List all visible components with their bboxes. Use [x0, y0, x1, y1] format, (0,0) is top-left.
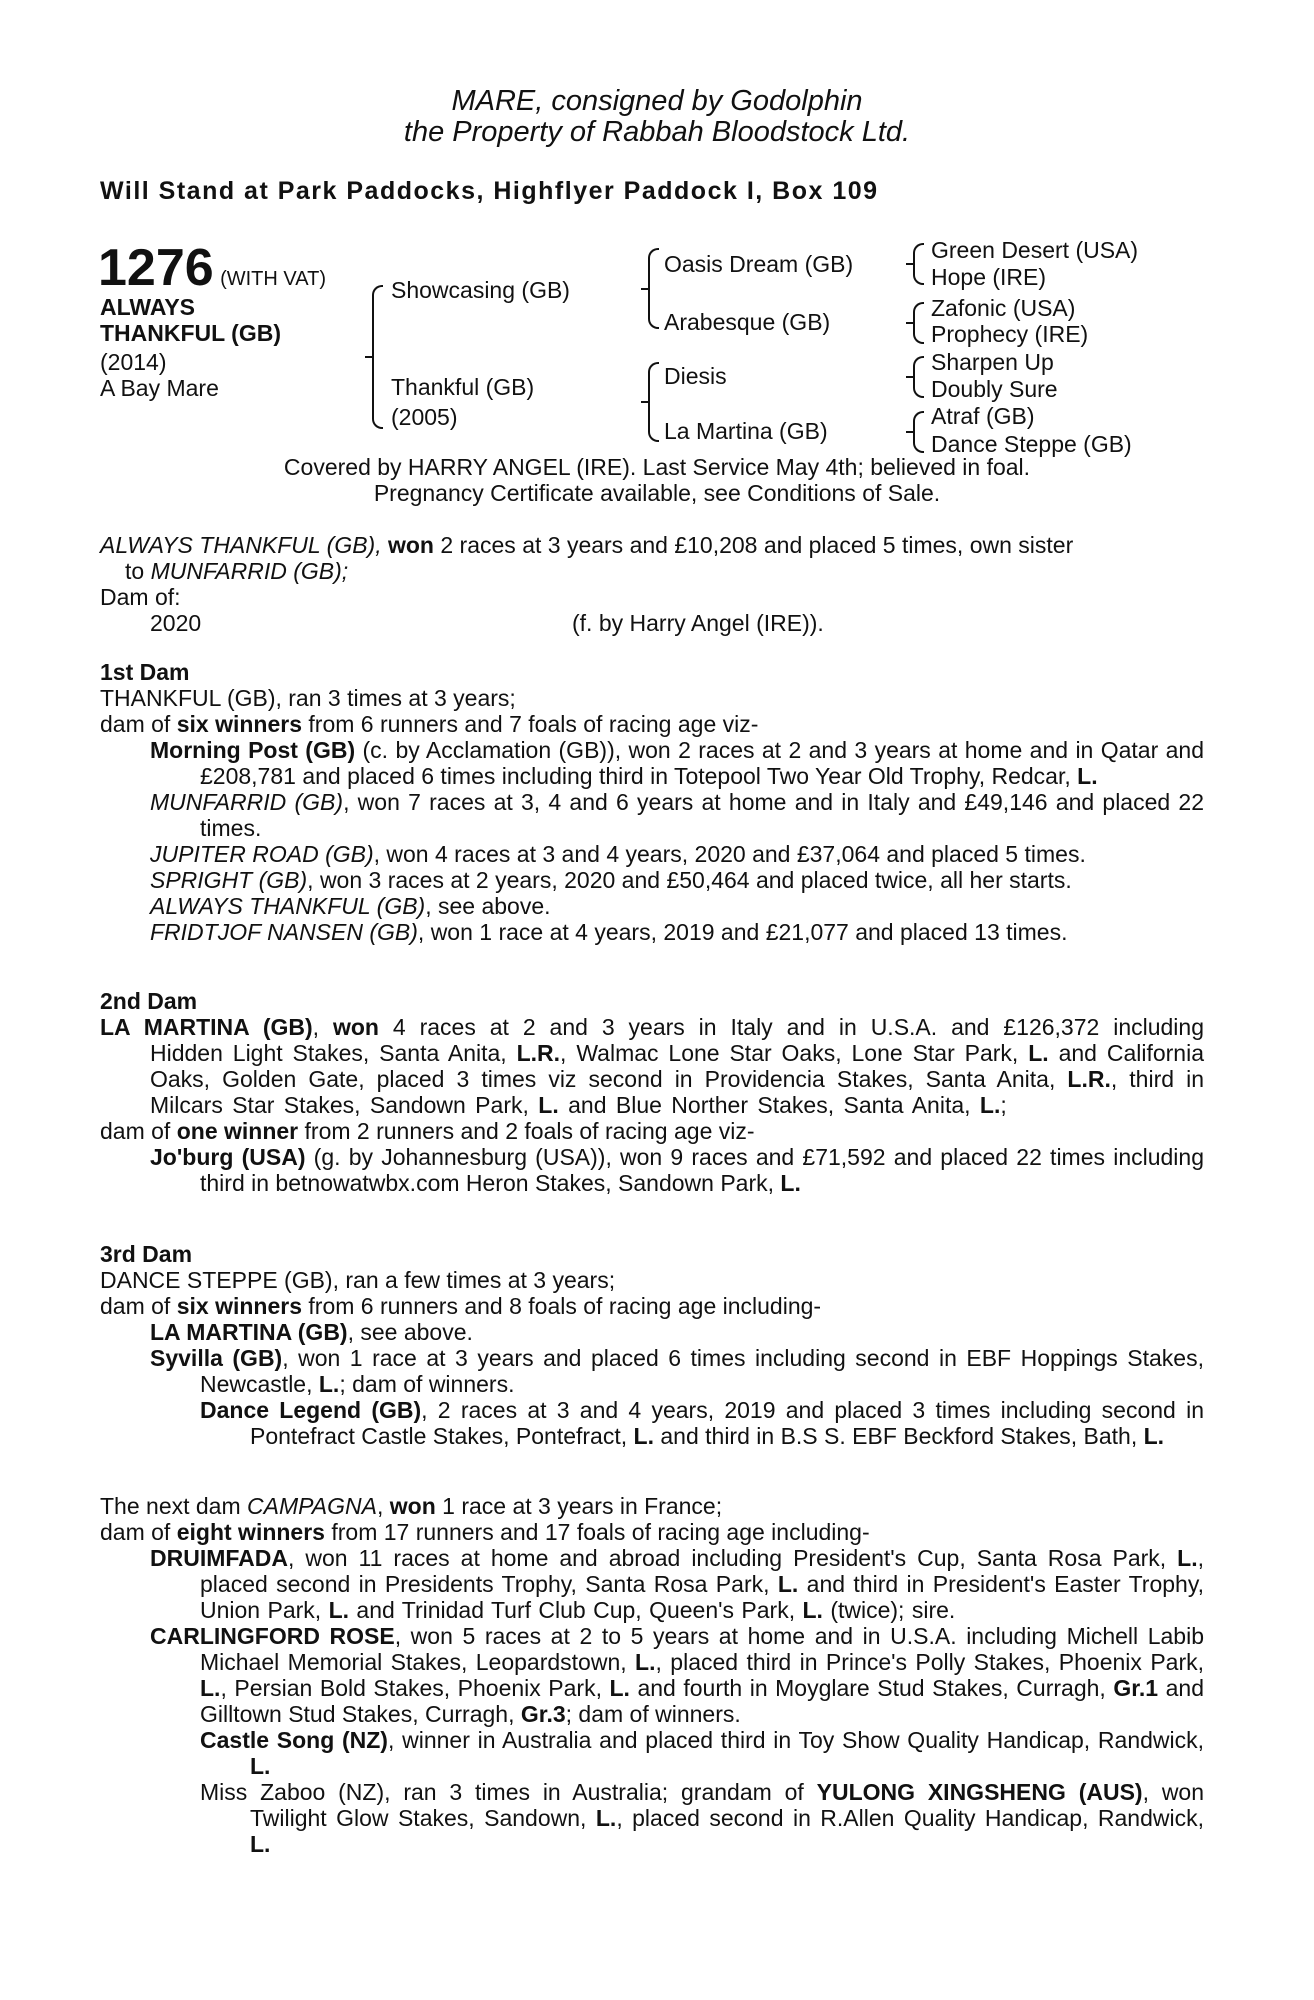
won-label: won — [389, 1493, 436, 1519]
produce-jupiter-road — [100, 841, 1204, 867]
produce-text: (g. by Johannesburg (USA)), won 9 races and £71,592 and placed 22 times including third in betnowatwbx.com Heron Stakes, Sandown Park, — [200, 1144, 1204, 1196]
pedigree-brace-dam — [648, 362, 659, 442]
produce-munfarrid — [100, 789, 1204, 841]
produce-text: , won 1 race at 4 years, 2019 and £21,077 and placed 13 times. — [417, 919, 1068, 945]
produce-always-thankful — [100, 893, 1204, 919]
horse-name: Morning Post (GB) — [150, 737, 356, 763]
listed-mark: L. — [1028, 1040, 1049, 1066]
text: dam of — [100, 1293, 177, 1319]
produce-text: , won 11 races at home and abroad including President's Cup, Santa Rosa Park, — [288, 1545, 1178, 1571]
listed-mark: L. — [1143, 1423, 1165, 1449]
horse-name: Syvilla (GB) — [150, 1345, 283, 1371]
horse-name: FRIDTJOF NANSEN (GB) — [150, 919, 418, 945]
listed-mark: L. — [979, 1092, 1001, 1118]
text: ; — [1000, 1092, 1007, 1118]
produce-fridtjof-nansen — [100, 919, 1204, 945]
text: dam of — [100, 1519, 177, 1545]
horse-name: LA MARTINA (GB) — [150, 1319, 348, 1345]
winners-count: eight winners — [176, 1519, 325, 1545]
second-dam-record — [100, 1014, 1204, 1118]
dam-sire: Diesis — [664, 363, 727, 389]
horse-name: ALWAYS THANKFUL (GB) — [150, 893, 426, 919]
horse-name-line2: THANKFUL (GB) — [100, 320, 281, 346]
listed-mark: L. — [780, 1170, 801, 1196]
produce-text: , won 1 race at 3 years and placed 6 times including second in EBF Hoppings Stakes, Newcastle, — [200, 1345, 1204, 1397]
listed-mark: L.R. — [1067, 1066, 1111, 1092]
listed-mark: L. — [802, 1597, 823, 1623]
produce-text: Miss Zaboo (NZ), ran 3 times in Australia; grandam of — [200, 1779, 817, 1805]
produce-text: (twice); sire. — [822, 1597, 956, 1623]
horse-name: SPRIGHT (GB) — [150, 867, 308, 893]
text: dam of — [100, 1118, 177, 1144]
text: and California Oaks, Golden Gate, placed 3 times viz second in Providencia Stakes, Santa Anita, — [150, 1040, 1204, 1092]
text: 1 race at 3 years in France; — [435, 1493, 723, 1519]
gg-prophecy: Prophecy (IRE) — [931, 321, 1089, 347]
produce-text: , won Twilight Glow Stakes, Sandown, — [250, 1779, 1205, 1831]
listed-mark: L. — [633, 1423, 654, 1449]
second-dam-section — [100, 988, 1204, 1196]
third-dam-section — [100, 1241, 1204, 1449]
gg-doubly-sure: Doubly Sure — [931, 376, 1058, 402]
listed-mark: L.R. — [516, 1040, 561, 1066]
text: 4 races at 2 and 3 years in Italy and in U.S.A. and £126,372 including Hidden Light Stakes, Santa Anita, — [150, 1014, 1204, 1066]
listed-mark: L. — [328, 1597, 350, 1623]
covered-line: Covered by HARRY ANGEL (IRE). Last Service May 4th; believed in foal. — [283, 454, 1031, 480]
produce-joburg — [100, 1144, 1204, 1196]
produce-druimfada — [100, 1545, 1204, 1623]
third-dam-heading: 3rd Dam — [100, 1241, 193, 1267]
property-line: the Property of Rabbah Bloodstock Ltd. — [403, 116, 911, 148]
won-label: won — [332, 1014, 379, 1040]
produce-text: ; dam of winners. — [339, 1371, 515, 1397]
text: , — [312, 1014, 333, 1040]
pedigree-brace-gg2 — [913, 302, 924, 344]
horse-name: CAMPAGNA — [247, 1493, 377, 1519]
listed-mark: L. — [609, 1675, 630, 1701]
horse-name-line1: ALWAYS — [100, 294, 196, 320]
text: from 6 runners and 8 foals of racing age including- — [302, 1293, 822, 1319]
horse-name: Castle Song (NZ) — [200, 1727, 388, 1753]
pedigree-brace-gg1 — [913, 243, 924, 285]
horse-name: LA MARTINA (GB) — [100, 1014, 313, 1040]
listed-mark: L. — [635, 1649, 656, 1675]
sire-sire: Oasis Dream (GB) — [664, 251, 854, 277]
first-dam-text: from 6 runners and 7 foals of racing age viz- — [302, 711, 759, 737]
listed-mark: L. — [777, 1571, 799, 1597]
text: from 2 runners and 2 foals of racing age viz- — [298, 1118, 755, 1144]
listed-mark: L. — [1177, 1545, 1198, 1571]
produce-text: and Trinidad Turf Club Cup, Queen's Park, — [349, 1597, 803, 1623]
listed-mark: L. — [595, 1805, 617, 1831]
produce-castle-song — [100, 1727, 1204, 1779]
gg-hope: Hope (IRE) — [931, 264, 1047, 290]
gg-zafonic: Zafonic (USA) — [931, 295, 1076, 321]
produce-text: , placed second in Presidents Trophy, Santa Rosa Park, — [200, 1545, 1204, 1597]
listed-mark: L. — [200, 1675, 221, 1701]
produce-text: , 2 races at 3 and 4 years, 2019 and placed 3 times including second in Pontefract Castle Stakes, Pontefract, — [250, 1397, 1204, 1449]
produce-text: , won 5 races at 2 to 5 years at home and in U.S.A. including Michell Labib Michael Memorial Stakes, Leopardstown, — [200, 1623, 1205, 1675]
group-mark: Gr.1 — [1113, 1675, 1159, 1701]
first-dam-winners: six winners — [176, 711, 302, 737]
produce-miss-zaboo — [100, 1779, 1204, 1857]
horse-name: Jo'burg (USA) — [150, 1144, 306, 1170]
consignor-line: MARE, consigned by Godolphin — [451, 85, 863, 117]
stand-location: Will Stand at Park Paddocks, Highflyer Paddock I, Box 109 — [100, 177, 879, 205]
sire-dam: Arabesque (GB) — [664, 309, 831, 335]
pedigree-brace-gg4 — [913, 411, 924, 453]
produce-text: , placed third in Prince's Polly Stakes, Phoenix Park, — [655, 1649, 1204, 1675]
next-dam-section — [100, 1493, 1204, 1857]
text: , third in Milcars Star Stakes, Sandown Park, — [150, 1066, 1204, 1118]
horse-name: CARLINGFORD ROSE — [150, 1623, 395, 1649]
produce-text: and Gilltown Stud Stakes, Curragh, — [200, 1675, 1204, 1727]
horse-description: A Bay Mare — [100, 375, 219, 401]
gg-sharpen-up: Sharpen Up — [931, 349, 1054, 375]
vat-label: (WITH VAT) — [220, 268, 326, 290]
produce-morning-post — [100, 737, 1204, 789]
first-dam-text: dam of — [100, 711, 177, 737]
produce-text: and third in B.S S. EBF Beckford Stakes, Bath, — [653, 1423, 1144, 1449]
second-dam-heading: 2nd Dam — [100, 988, 198, 1014]
produce-text: , won 3 races at 2 years, 2020 and £50,464 and placed twice, all her starts. — [307, 867, 1072, 893]
horse-name: MUNFARRID (GB) — [150, 789, 344, 815]
produce-text: , placed second in R.Allen Quality Handicap, Randwick, — [616, 1805, 1204, 1831]
gg-green-desert: Green Desert (USA) — [931, 237, 1139, 263]
gg-atraf: Atraf (GB) — [931, 403, 1035, 429]
produce-text: and third in President's Easter Trophy, Union Park, — [200, 1571, 1205, 1623]
produce-text: , see above. — [347, 1319, 473, 1345]
pregnancy-line: Pregnancy Certificate available, see Conditions of Sale. — [373, 480, 941, 506]
listed-mark: L. — [250, 1831, 271, 1857]
text: , Walmac Lone Star Oaks, Lone Star Park, — [560, 1040, 1029, 1066]
produce-text: and fourth in Moyglare Stud Stakes, Curragh, — [629, 1675, 1114, 1701]
lot-number-row — [98, 240, 326, 297]
listed-mark: L. — [250, 1753, 271, 1779]
summary-foal-year: 2020 — [150, 610, 202, 636]
dam-dam: La Martina (GB) — [664, 418, 828, 444]
sire-name: Showcasing (GB) — [391, 277, 570, 303]
produce-syvilla — [100, 1345, 1204, 1397]
text: The next dam — [100, 1493, 248, 1519]
produce-spright — [100, 867, 1204, 893]
summary-to: to — [125, 558, 151, 584]
text: and Blue Norther Stakes, Santa Anita, — [558, 1092, 980, 1118]
produce-text: , winner in Australia and placed third in Toy Show Quality Handicap, Randwick, — [387, 1727, 1205, 1753]
summary-damof: Dam of: — [100, 584, 181, 610]
group-mark: Gr.3 — [520, 1701, 566, 1727]
listed-mark: L. — [1077, 763, 1098, 789]
summary-won: won — [387, 532, 434, 558]
dam-year: (2005) — [391, 404, 458, 430]
first-dam-section — [100, 659, 1204, 945]
text: , — [376, 1493, 390, 1519]
produce-text: , won 4 races at 3 and 4 years, 2020 and £37,064 and placed 5 times. — [373, 841, 1086, 867]
summary-text1: 2 races at 3 years and £10,208 and placed 5 times, own sister — [433, 532, 1074, 558]
summary-section — [100, 532, 1204, 636]
gg-dance-steppe: Dance Steppe (GB) — [931, 431, 1132, 457]
horse-name: DRUIMFADA — [150, 1545, 288, 1571]
winners-count: one winner — [176, 1118, 299, 1144]
produce-text: , see above. — [425, 893, 551, 919]
summary-sister: MUNFARRID (GB); — [150, 558, 349, 584]
third-dam-line: DANCE STEPPE (GB), ran a few times at 3 years; — [100, 1267, 616, 1293]
winners-count: six winners — [176, 1293, 302, 1319]
lot-number: 1276 — [98, 239, 214, 297]
horse-year: (2014) — [100, 349, 167, 375]
text: from 17 runners and 17 foals of racing age including- — [324, 1519, 870, 1545]
pedigree-brace-gg3 — [913, 356, 924, 398]
summary-foal: (f. by Harry Angel (IRE)). — [572, 610, 824, 636]
first-dam-line: THANKFUL (GB), ran 3 times at 3 years; — [100, 685, 516, 711]
horse-name: YULONG XINGSHENG (AUS) — [816, 1779, 1143, 1805]
first-dam-heading: 1st Dam — [100, 659, 190, 685]
produce-text: (c. by Acclamation (GB)), won 2 races at 2 and 3 years at home and in Qatar and £208,781 and placed 6 times including third in Totepool Two Year Old Trophy, Redcar, — [200, 737, 1205, 789]
pedigree-brace-sire — [648, 248, 659, 329]
dam-name: Thankful (GB) — [391, 374, 535, 400]
listed-mark: L. — [538, 1092, 559, 1118]
produce-text: , Persian Bold Stakes, Phoenix Park, — [220, 1675, 610, 1701]
produce-text: ; dam of winners. — [565, 1701, 741, 1727]
produce-text: , won 7 races at 3, 4 and 6 years at home and in Italy and £49,146 and placed 22 times. — [200, 789, 1204, 841]
produce-dance-legend — [100, 1397, 1204, 1449]
horse-name: Dance Legend (GB) — [200, 1397, 422, 1423]
pedigree-brace-main — [372, 285, 383, 429]
horse-name: JUPITER ROAD (GB) — [150, 841, 374, 867]
listed-mark: L. — [318, 1371, 340, 1397]
produce-la-martina — [100, 1319, 1204, 1345]
summary-name: ALWAYS THANKFUL (GB), — [100, 532, 382, 558]
produce-carlingford-rose — [100, 1623, 1204, 1727]
